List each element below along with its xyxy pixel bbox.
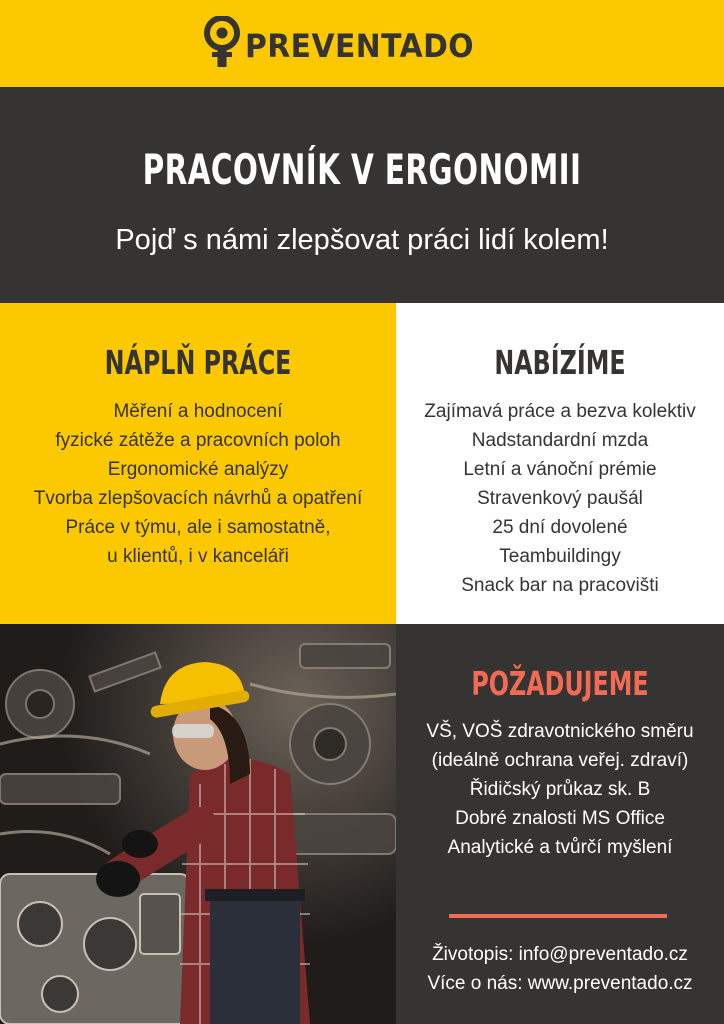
list-item: Ergonomické analýzy <box>107 459 289 480</box>
job-description-section <box>0 303 396 624</box>
list-item: VŠ, VOŠ zdravotnického směru <box>426 721 694 742</box>
list-item: Práce v týmu, ale i samostatně, <box>65 517 331 538</box>
requirements-list <box>396 717 724 862</box>
contact-block <box>396 940 724 998</box>
list-item: 25 dní dovolené <box>492 517 628 538</box>
hero-subtitle: Pojď s námi zlepšovat práci lidí kolem! <box>115 224 609 256</box>
list-item: (ideálně ochrana veřej. zdraví) <box>431 750 689 771</box>
job-title: PRACOVNÍK V ERGONOMII <box>142 145 582 194</box>
cv-email-link[interactable]: Životopis: info@preventado.cz <box>432 944 688 965</box>
job-description-title: NÁPLŇ PRÁCE <box>104 343 292 382</box>
offer-title: NABÍZÍME <box>494 343 626 382</box>
list-item: Analytické a tvůrčí myšlení <box>447 837 673 858</box>
list-item: Snack bar na pracovišti <box>461 575 659 596</box>
hero-section <box>0 87 724 303</box>
worker-photo <box>0 624 396 1024</box>
list-item: Nadstandardní mzda <box>471 430 649 451</box>
job-description-list <box>0 397 396 571</box>
keyhole-logo-icon <box>203 16 241 68</box>
website-link[interactable]: Více o nás: www.preventado.cz <box>427 973 693 994</box>
brand-name: PREVENTADO <box>245 27 474 65</box>
list-item: Měření a hodnocení <box>113 401 283 422</box>
divider-line <box>449 914 667 918</box>
list-item: Zajímavá práce a bezva kolektiv <box>424 401 696 422</box>
offer-list <box>396 397 724 600</box>
list-item: Stravenkový paušál <box>477 488 643 509</box>
list-item: Teambuildingy <box>499 546 621 567</box>
list-item: Letní a vánoční prémie <box>463 459 657 480</box>
list-item: Řidičský průkaz sk. B <box>469 779 651 800</box>
list-item: fyzické zátěže a pracovních poloh <box>55 430 341 451</box>
list-item: Tvorba zlepšovacích návrhů a opatření <box>33 488 363 509</box>
header-bar <box>0 0 724 87</box>
preventado-logo[interactable] <box>203 14 523 70</box>
requirements-title: POŽADUJEME <box>471 664 649 703</box>
list-item: u klientů, i v kanceláři <box>107 546 289 567</box>
worker-illustration <box>0 624 396 1024</box>
offer-section <box>396 303 724 624</box>
list-item: Dobré znalosti MS Office <box>455 808 665 829</box>
